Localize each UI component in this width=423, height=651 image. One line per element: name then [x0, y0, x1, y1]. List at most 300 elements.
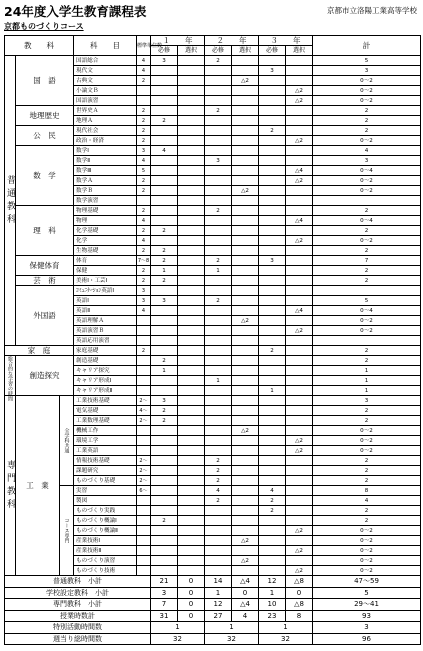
total-cell: 0〜2 — [313, 546, 421, 556]
subject-cell: 機械工作 — [74, 426, 137, 436]
hours-cell — [232, 306, 259, 316]
hours-cell — [259, 296, 286, 306]
header-year1: １ 年 — [151, 36, 205, 46]
group-kokugo: 国 語 — [16, 56, 74, 106]
hours-cell — [151, 66, 178, 76]
header-kamoku: 科 目 — [74, 36, 137, 56]
hours-cell — [232, 496, 259, 506]
totals-value-cell: 23 — [259, 610, 286, 622]
subject-cell: 物理 — [74, 216, 137, 226]
subject-cell: キャリア形成Ⅰ — [74, 376, 137, 386]
hours-cell — [286, 276, 313, 286]
hours-cell: 2 — [151, 116, 178, 126]
hours-cell — [259, 476, 286, 486]
hours-cell — [205, 336, 232, 346]
hours-cell — [232, 296, 259, 306]
header-hisshu: 必修 — [151, 46, 178, 56]
hours-cell — [151, 376, 178, 386]
totals-value-cell: 1 — [259, 587, 286, 599]
hours-cell — [178, 496, 205, 506]
totals-row — [5, 599, 421, 611]
hours-cell — [151, 126, 178, 136]
total-cell — [313, 286, 421, 296]
hours-cell: △2 — [232, 186, 259, 196]
total-cell: 0〜2 — [313, 76, 421, 86]
credits-cell: 2 — [137, 126, 151, 136]
hours-cell — [259, 526, 286, 536]
hours-cell — [232, 526, 259, 536]
hours-cell — [178, 556, 205, 566]
hours-cell — [178, 256, 205, 266]
subject-cell: ものづくり技術 — [74, 566, 137, 576]
hours-cell — [259, 466, 286, 476]
hours-cell — [259, 246, 286, 256]
subject-cell: 英語応用演習 — [74, 336, 137, 346]
hours-cell — [232, 136, 259, 146]
hours-cell — [178, 456, 205, 466]
hours-cell — [259, 366, 286, 376]
hours-cell — [205, 366, 232, 376]
hours-cell — [205, 66, 232, 76]
hours-cell: 4 — [205, 486, 232, 496]
credits-cell — [137, 516, 151, 526]
hours-cell — [205, 396, 232, 406]
hours-cell — [286, 486, 313, 496]
hours-cell — [151, 106, 178, 116]
subject-cell: 物理基礎 — [74, 206, 137, 216]
totals-total-cell: 96 — [313, 633, 421, 645]
hours-cell — [178, 466, 205, 476]
credits-cell — [137, 386, 151, 396]
hours-cell — [178, 336, 205, 346]
hours-cell — [178, 486, 205, 496]
hours-cell — [151, 556, 178, 566]
subject-cell: 工業技術基礎 — [74, 396, 137, 406]
hours-cell — [205, 426, 232, 436]
hours-cell — [232, 206, 259, 216]
table-row — [5, 396, 421, 406]
total-cell: 5 — [313, 296, 421, 306]
totals-label: 特別活動時間数 — [5, 622, 151, 634]
subject-cell: 小論文Ｂ — [74, 86, 137, 96]
hours-cell — [259, 546, 286, 556]
total-cell: 0〜2 — [313, 536, 421, 546]
subject-cell: 実習 — [74, 486, 137, 496]
hours-cell: △2 — [286, 546, 313, 556]
totals-value-cell: 1 — [205, 622, 259, 634]
total-cell: 0〜2 — [313, 86, 421, 96]
credits-cell — [137, 326, 151, 336]
category-sogo-note: 総合的な学習の時間 — [5, 356, 16, 396]
hours-cell: 2 — [151, 246, 178, 256]
hours-cell: △2 — [232, 426, 259, 436]
hours-cell: 2 — [151, 276, 178, 286]
header-sentaku: 選択 — [178, 46, 205, 56]
hours-cell — [151, 136, 178, 146]
total-cell: 2 — [313, 356, 421, 366]
hours-cell — [205, 446, 232, 456]
total-cell: 4 — [313, 146, 421, 156]
hours-cell — [232, 506, 259, 516]
totals-value-cell: 0 — [178, 576, 205, 588]
hours-cell: △2 — [232, 316, 259, 326]
hours-cell — [178, 96, 205, 106]
total-cell: 1 — [313, 366, 421, 376]
hours-cell — [151, 286, 178, 296]
total-cell: 0〜2 — [313, 566, 421, 576]
totals-value-cell: 21 — [151, 576, 178, 588]
hours-cell — [151, 86, 178, 96]
hours-cell — [178, 566, 205, 576]
totals-value-cell: 0 — [178, 610, 205, 622]
subject-cell: 体育 — [74, 256, 137, 266]
subject-cell: 数学演習 — [74, 196, 137, 206]
hours-cell — [205, 356, 232, 366]
hours-cell — [151, 486, 178, 496]
total-cell: 0〜2 — [313, 426, 421, 436]
credits-cell: 3 — [137, 296, 151, 306]
hours-cell — [151, 386, 178, 396]
totals-label: 普通教科 小計 — [5, 576, 151, 588]
hours-cell — [259, 186, 286, 196]
hours-cell: 4 — [151, 146, 178, 156]
subject-cell: 国語演習 — [74, 96, 137, 106]
credits-cell: 4 — [137, 236, 151, 246]
credits-cell: 4 — [137, 306, 151, 316]
credits-cell — [137, 196, 151, 206]
credits-cell — [137, 436, 151, 446]
hours-cell — [205, 406, 232, 416]
subject-cell: ものづくり基礎 — [74, 476, 137, 486]
hours-cell — [205, 116, 232, 126]
table-row — [5, 346, 421, 356]
hours-cell — [205, 176, 232, 186]
hours-cell — [178, 526, 205, 536]
hours-cell — [259, 536, 286, 546]
credits-cell: 2 — [137, 186, 151, 196]
credits-cell — [137, 546, 151, 556]
total-cell: 0〜2 — [313, 316, 421, 326]
hours-cell — [205, 416, 232, 426]
hours-cell — [259, 266, 286, 276]
totals-row — [5, 622, 421, 634]
total-cell: 1 — [313, 376, 421, 386]
hours-cell: 2 — [205, 496, 232, 506]
hours-cell — [178, 266, 205, 276]
credits-cell — [137, 366, 151, 376]
subgroup-course: コース専門 — [60, 486, 74, 576]
hours-cell — [178, 536, 205, 546]
credits-cell — [137, 566, 151, 576]
hours-cell — [178, 206, 205, 216]
school-name: 京都市立洛陽工業高等学校 — [327, 6, 417, 15]
credits-cell — [137, 526, 151, 536]
hours-cell — [259, 96, 286, 106]
table-row — [5, 56, 421, 66]
hours-cell — [178, 546, 205, 556]
hours-cell — [286, 186, 313, 196]
hours-cell — [259, 76, 286, 86]
hours-cell — [259, 116, 286, 126]
hours-cell: △4 — [286, 216, 313, 226]
hours-cell — [178, 106, 205, 116]
hours-cell — [178, 346, 205, 356]
subject-cell: 情報技術基礎 — [74, 456, 137, 466]
totals-value-cell: 27 — [205, 610, 232, 622]
hours-cell: △2 — [286, 436, 313, 446]
hours-cell — [232, 346, 259, 356]
subject-cell: 数学Ａ — [74, 176, 137, 186]
hours-cell — [205, 146, 232, 156]
hours-cell — [151, 156, 178, 166]
credits-cell — [137, 556, 151, 566]
hours-cell — [232, 396, 259, 406]
hours-cell — [178, 236, 205, 246]
total-cell: 0〜2 — [313, 186, 421, 196]
hours-cell — [232, 366, 259, 376]
credits-cell: 2 — [137, 116, 151, 126]
hours-cell — [286, 246, 313, 256]
totals-value-cell: 0 — [178, 587, 205, 599]
credits-cell — [137, 506, 151, 516]
hours-cell — [286, 406, 313, 416]
hours-cell — [259, 226, 286, 236]
hours-cell: 2 — [205, 106, 232, 116]
curriculum-table — [4, 35, 421, 645]
header-sentaku: 選択 — [232, 46, 259, 56]
hours-cell — [205, 506, 232, 516]
credits-cell: 2 — [137, 246, 151, 256]
credits-cell: 2 — [137, 106, 151, 116]
hours-cell — [205, 306, 232, 316]
hours-cell — [205, 566, 232, 576]
subject-cell: 数学Ⅲ — [74, 166, 137, 176]
group-geijutsu: 芸 術 — [16, 276, 74, 286]
total-cell: 2 — [313, 506, 421, 516]
hours-cell — [205, 286, 232, 296]
hours-cell: 2 — [151, 416, 178, 426]
hours-cell — [286, 366, 313, 376]
subject-cell: キャリア形成Ⅱ — [74, 386, 137, 396]
hours-cell — [232, 106, 259, 116]
hours-cell — [151, 166, 178, 176]
hours-cell — [259, 56, 286, 66]
table-row — [5, 286, 421, 296]
hours-cell: 3 — [259, 66, 286, 76]
hours-cell — [259, 316, 286, 326]
total-cell: 2 — [313, 226, 421, 236]
hours-cell — [232, 486, 259, 496]
total-cell: 0〜4 — [313, 216, 421, 226]
credits-cell — [137, 316, 151, 326]
hours-cell — [178, 246, 205, 256]
hours-cell — [232, 66, 259, 76]
hours-cell — [286, 396, 313, 406]
total-cell: 2 — [313, 266, 421, 276]
hours-cell — [232, 356, 259, 366]
hours-cell — [259, 566, 286, 576]
hours-cell — [259, 396, 286, 406]
hours-cell — [178, 406, 205, 416]
credits-cell: 4〜 — [137, 406, 151, 416]
total-cell: 2 — [313, 406, 421, 416]
hours-cell — [178, 196, 205, 206]
hours-cell — [151, 306, 178, 316]
totals-row — [5, 633, 421, 645]
subject-cell: 数学Ｂ — [74, 186, 137, 196]
hours-cell — [178, 186, 205, 196]
hours-cell — [178, 416, 205, 426]
hours-cell — [286, 126, 313, 136]
hours-cell — [178, 446, 205, 456]
totals-value-cell: 32 — [259, 633, 313, 645]
hours-cell — [259, 336, 286, 346]
hours-cell — [151, 546, 178, 556]
credits-cell: 2 — [137, 206, 151, 216]
hours-cell — [151, 536, 178, 546]
hours-cell — [286, 106, 313, 116]
hours-cell: 3 — [259, 256, 286, 266]
hours-cell: 3 — [151, 396, 178, 406]
hours-cell: 2 — [205, 466, 232, 476]
hours-cell — [178, 366, 205, 376]
hours-cell — [259, 556, 286, 566]
hours-cell — [151, 176, 178, 186]
hours-cell — [178, 326, 205, 336]
credits-cell: 2〜 — [137, 416, 151, 426]
subject-cell: 製図 — [74, 496, 137, 506]
total-cell: 2 — [313, 466, 421, 476]
credits-cell: 2 — [137, 76, 151, 86]
hours-cell — [232, 126, 259, 136]
total-cell: 0〜2 — [313, 326, 421, 336]
totals-value-cell: 32 — [151, 633, 205, 645]
hours-cell — [178, 216, 205, 226]
total-cell: 2 — [313, 456, 421, 466]
hours-cell — [232, 566, 259, 576]
hours-cell: △2 — [286, 96, 313, 106]
hours-cell — [205, 346, 232, 356]
totals-value-cell: 14 — [205, 576, 232, 588]
hours-cell — [151, 326, 178, 336]
hours-cell: 3 — [151, 296, 178, 306]
total-cell: 0〜2 — [313, 436, 421, 446]
hours-cell — [286, 196, 313, 206]
hours-cell — [232, 146, 259, 156]
course-name: 京都ものづくりコース — [4, 22, 84, 31]
hours-cell — [205, 516, 232, 526]
hours-cell: 2 — [151, 516, 178, 526]
hours-cell — [178, 56, 205, 66]
hours-cell: △2 — [286, 176, 313, 186]
hours-cell — [232, 456, 259, 466]
hours-cell — [178, 146, 205, 156]
hours-cell — [151, 466, 178, 476]
total-cell: 7 — [313, 256, 421, 266]
hours-cell — [232, 416, 259, 426]
subject-cell: ものづくり実践 — [74, 506, 137, 516]
hours-cell — [151, 206, 178, 216]
header-total: 計 — [313, 36, 421, 56]
hours-cell — [286, 66, 313, 76]
hours-cell — [286, 496, 313, 506]
hours-cell — [286, 336, 313, 346]
credits-cell — [137, 446, 151, 456]
credits-cell: 7〜8 — [137, 257, 150, 264]
totals-label: 専門教科 小計 — [5, 599, 151, 611]
hours-cell — [286, 386, 313, 396]
hours-cell — [286, 286, 313, 296]
subject-cell: 美術Ⅰ・工芸Ⅰ — [74, 276, 137, 286]
hours-cell — [259, 306, 286, 316]
hours-cell: △2 — [286, 236, 313, 246]
totals-value-cell: 1 — [151, 622, 205, 634]
subject-cell: キャリア探究 — [74, 366, 137, 376]
hours-cell — [232, 546, 259, 556]
total-cell: 3 — [313, 156, 421, 166]
total-cell: 2 — [313, 476, 421, 486]
hours-cell — [259, 166, 286, 176]
subject-cell: 課題研究 — [74, 466, 137, 476]
hours-cell — [205, 246, 232, 256]
hours-cell — [259, 516, 286, 526]
hours-cell — [286, 316, 313, 326]
hours-cell — [232, 386, 259, 396]
totals-value-cell: 10 — [259, 599, 286, 611]
totals-value-cell: 0 — [178, 599, 205, 611]
hours-cell — [205, 526, 232, 536]
hours-cell — [178, 356, 205, 366]
hours-cell — [178, 516, 205, 526]
hours-cell — [178, 76, 205, 86]
hours-cell — [178, 386, 205, 396]
category-futsu: 普通教科 — [5, 56, 16, 346]
hours-cell — [205, 236, 232, 246]
hours-cell — [232, 176, 259, 186]
header-credits: 標準単位数 — [137, 36, 151, 56]
hours-cell — [286, 426, 313, 436]
hours-cell — [232, 466, 259, 476]
hours-cell — [259, 156, 286, 166]
hours-cell — [232, 216, 259, 226]
hours-cell — [205, 276, 232, 286]
credits-cell: 2 — [137, 346, 151, 356]
credits-cell: 2〜 — [137, 476, 151, 486]
hours-cell — [286, 416, 313, 426]
hours-cell — [232, 516, 259, 526]
hours-cell: 1 — [151, 366, 178, 376]
subject-cell: 産業技術Ⅱ — [74, 546, 137, 556]
hours-cell — [259, 276, 286, 286]
hours-cell: △2 — [286, 566, 313, 576]
totals-value-cell: 0 — [232, 587, 259, 599]
hours-cell: 2 — [259, 506, 286, 516]
total-cell — [313, 196, 421, 206]
hours-cell — [232, 226, 259, 236]
hours-cell — [205, 136, 232, 146]
group-katei: 家 庭 — [5, 346, 74, 356]
hours-cell — [259, 326, 286, 336]
hours-cell — [151, 336, 178, 346]
hours-cell: 2 — [205, 256, 232, 266]
group-rika: 理 科 — [16, 206, 74, 256]
credits-cell: 4 — [137, 156, 151, 166]
subject-cell: 国語総合 — [74, 56, 137, 66]
hours-cell: △4 — [286, 306, 313, 316]
totals-total-cell: 3 — [313, 622, 421, 634]
credits-cell — [137, 426, 151, 436]
hours-cell — [178, 306, 205, 316]
